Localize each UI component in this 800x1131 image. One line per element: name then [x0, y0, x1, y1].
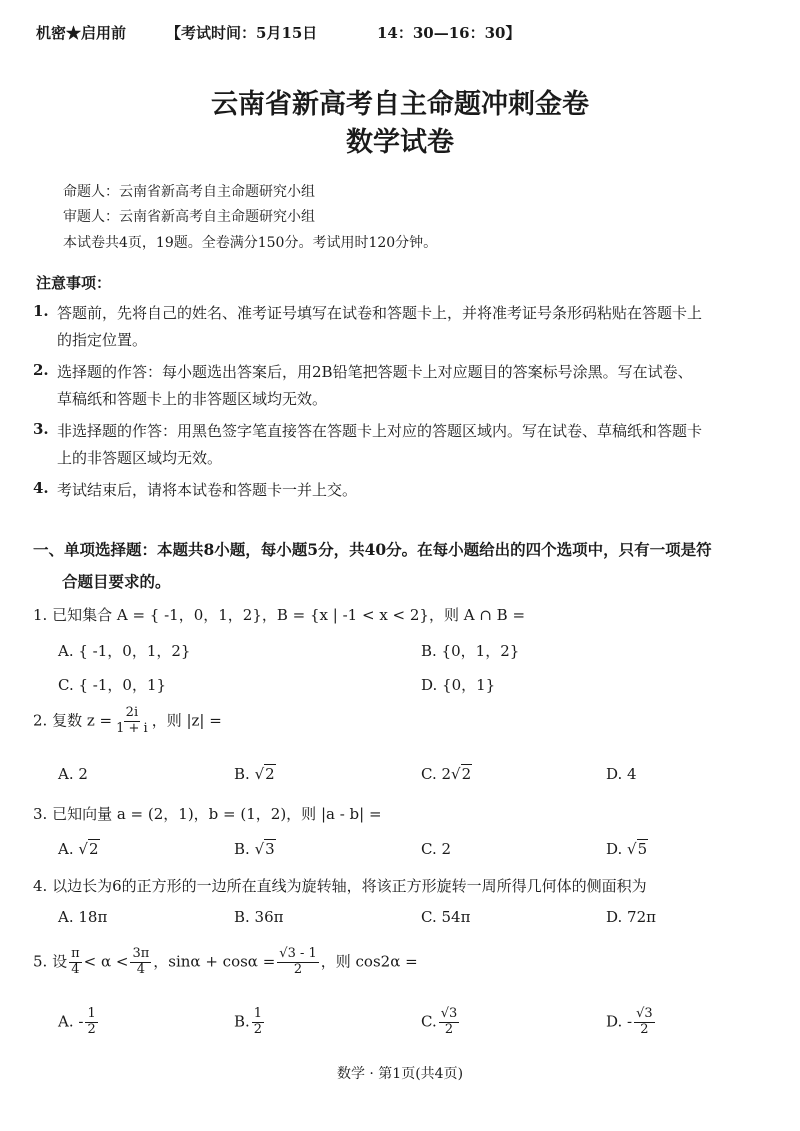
- note-number: 1.: [33, 302, 49, 320]
- q5-a-frac: [85, 1007, 97, 1038]
- denominator: 2: [444, 1021, 454, 1037]
- radicand: 2: [265, 765, 275, 783]
- secret-mark: 机密★启用前: [36, 24, 127, 42]
- q2-numerator: 2i: [125, 705, 139, 720]
- question-3-stem: 3. 已知向量 a = (2，1)，b = (1，2)，则 |a - b| =: [33, 805, 382, 823]
- q2-denominator: 1 + i: [116, 720, 148, 736]
- denominator: 2: [253, 1021, 263, 1037]
- denominator: 4: [136, 961, 145, 977]
- question-5-stem: [33, 947, 418, 978]
- q3-option-d: [606, 840, 648, 858]
- q5-c-label: C.: [421, 1012, 437, 1031]
- radicand: 2: [461, 765, 472, 783]
- sqrt-symbol: √2: [451, 765, 472, 783]
- q5-option-b: [234, 1007, 266, 1038]
- q2-stem-post: ，则 |z| =: [151, 711, 222, 730]
- sqrt-symbol: √5: [627, 840, 648, 858]
- note-text: 的指定位置。: [57, 331, 148, 349]
- exam-hours: 14：30—16：30】: [377, 24, 521, 42]
- q2-option-b: [234, 765, 276, 783]
- note-text: 草稿纸和答题卡上的非答题区域均无效。: [57, 390, 328, 408]
- q4-option-c: C. 54π: [421, 908, 471, 926]
- q1-option-b: B. {0，1，2}: [421, 642, 520, 660]
- q5-inequality: < α <: [83, 952, 129, 971]
- q5-frac-3: [277, 947, 318, 978]
- exam-date: 【考试时间：5月15日: [166, 24, 318, 42]
- q1-option-d: D. {0，1}: [421, 676, 496, 694]
- q2-stem-pre: 2. 复数 z =: [33, 711, 113, 730]
- q5-d-label: D. -: [606, 1012, 633, 1031]
- q3-a-label: A.: [58, 840, 74, 858]
- numerator: π: [71, 946, 80, 961]
- section-heading-cont: 合题目要求的。: [62, 572, 171, 591]
- note-text: 非选择题的作答：用黑色签字笔直接答在答题卡上对应的答题区域内。写在试卷、草稿纸和答题卡: [57, 422, 703, 440]
- page-title: 云南省新高考自主命题冲刺金卷: [211, 89, 589, 120]
- denominator: 2: [87, 1021, 96, 1037]
- q2-b-label: B.: [234, 765, 250, 783]
- notes-heading: 注意事项：: [36, 274, 112, 292]
- q1-option-a: A. { -1，0，1，2}: [58, 642, 191, 660]
- q4-option-a: A. 18π: [58, 908, 108, 926]
- radicand: 5: [637, 840, 648, 858]
- q2-option-c: [421, 765, 472, 783]
- denominator: 4: [71, 961, 80, 977]
- exam-info-line: 本试卷共4页，19题。全卷满分150分。考试用时120分钟。: [63, 235, 438, 251]
- q2-fraction: [114, 706, 150, 737]
- numerator: 1: [87, 1006, 96, 1021]
- radicand: 3: [265, 840, 275, 858]
- author-line: 命题人：云南省新高考自主命题研究小组: [63, 184, 315, 200]
- q3-option-c: C. 2: [421, 840, 452, 858]
- q3-d-label: D.: [606, 840, 623, 858]
- note-text: 答题前，先将自己的姓名、准考证号填写在试卷和答题卡上，并将准考证号条形码粘贴在答题卡上: [57, 304, 703, 322]
- note-text: 上的非答题区域均无效。: [57, 449, 223, 467]
- q5-option-a: [58, 1007, 100, 1038]
- q5-pre: 5. 设: [33, 952, 68, 971]
- sqrt-symbol: √3: [254, 840, 275, 858]
- q4-option-b: B. 36π: [234, 908, 284, 926]
- note-text: 考试结束后，请将本试卷和答题卡一并上交。: [57, 481, 358, 499]
- q4-option-d: D. 72π: [606, 908, 656, 926]
- radicand: 2: [88, 840, 99, 858]
- question-1-stem: 1. 已知集合 A = { -1，0，1，2}，B = {x | -1 < x < 2}，则 A ∩ B =: [33, 606, 526, 624]
- numerator: 3π: [132, 946, 150, 961]
- q2-option-a: A. 2: [58, 765, 88, 783]
- sqrt-symbol: √2: [254, 765, 275, 783]
- denominator: 2: [640, 1021, 649, 1037]
- note-text: 选择题的作答：每小题选出答案后，用2B铅笔把答题卡上对应题目的答案标号涂黑。写在试卷、: [57, 363, 693, 381]
- q5-b-label: B.: [234, 1012, 250, 1031]
- page-footer: 数学 · 第1页(共4页): [336, 1066, 464, 1082]
- question-4-stem: 4. 以边长为6的正方形的一边所在直线为旋转轴，将该正方形旋转一周所得几何体的侧面积为: [33, 877, 647, 895]
- numerator: 1: [253, 1006, 263, 1021]
- q1-option-c: C. { -1，0，1}: [58, 676, 167, 694]
- q5-c-frac: [439, 1007, 460, 1038]
- q5-option-d: [606, 1007, 657, 1038]
- q3-b-label: B.: [234, 840, 250, 858]
- q3-option-a: [58, 840, 100, 858]
- numerator: √3: [636, 1006, 653, 1021]
- q5-a-label: A. -: [58, 1012, 84, 1031]
- note-number: 2.: [33, 361, 49, 379]
- q2-option-d: D. 4: [606, 765, 637, 783]
- q5-mid: ，sinα + cosα =: [153, 952, 276, 971]
- q5-b-frac: [252, 1007, 264, 1038]
- numerator: √3 - 1: [279, 946, 317, 961]
- reviewer-line: 审题人：云南省新高考自主命题研究小组: [63, 209, 315, 225]
- sqrt-symbol: √2: [78, 840, 99, 858]
- q5-frac-1: [69, 947, 82, 978]
- q5-frac-2: [130, 947, 151, 978]
- q5-option-c: [421, 1007, 461, 1038]
- note-number: 4.: [33, 479, 49, 497]
- q5-post: ，则 cos2α =: [320, 952, 418, 971]
- page-subtitle: 数学试卷: [346, 127, 454, 158]
- q5-d-frac: [634, 1007, 655, 1038]
- section-heading: 一、单项选择题：本题共8小题，每小题5分，共40分。在每小题给出的四个选项中，只有一项是符: [33, 540, 712, 559]
- note-number: 3.: [33, 420, 49, 438]
- q3-option-b: [234, 840, 276, 858]
- q2-c-label: C. 2: [421, 765, 452, 783]
- numerator: √3: [440, 1006, 458, 1021]
- question-2-stem: [33, 706, 222, 737]
- denominator: 2: [293, 961, 303, 977]
